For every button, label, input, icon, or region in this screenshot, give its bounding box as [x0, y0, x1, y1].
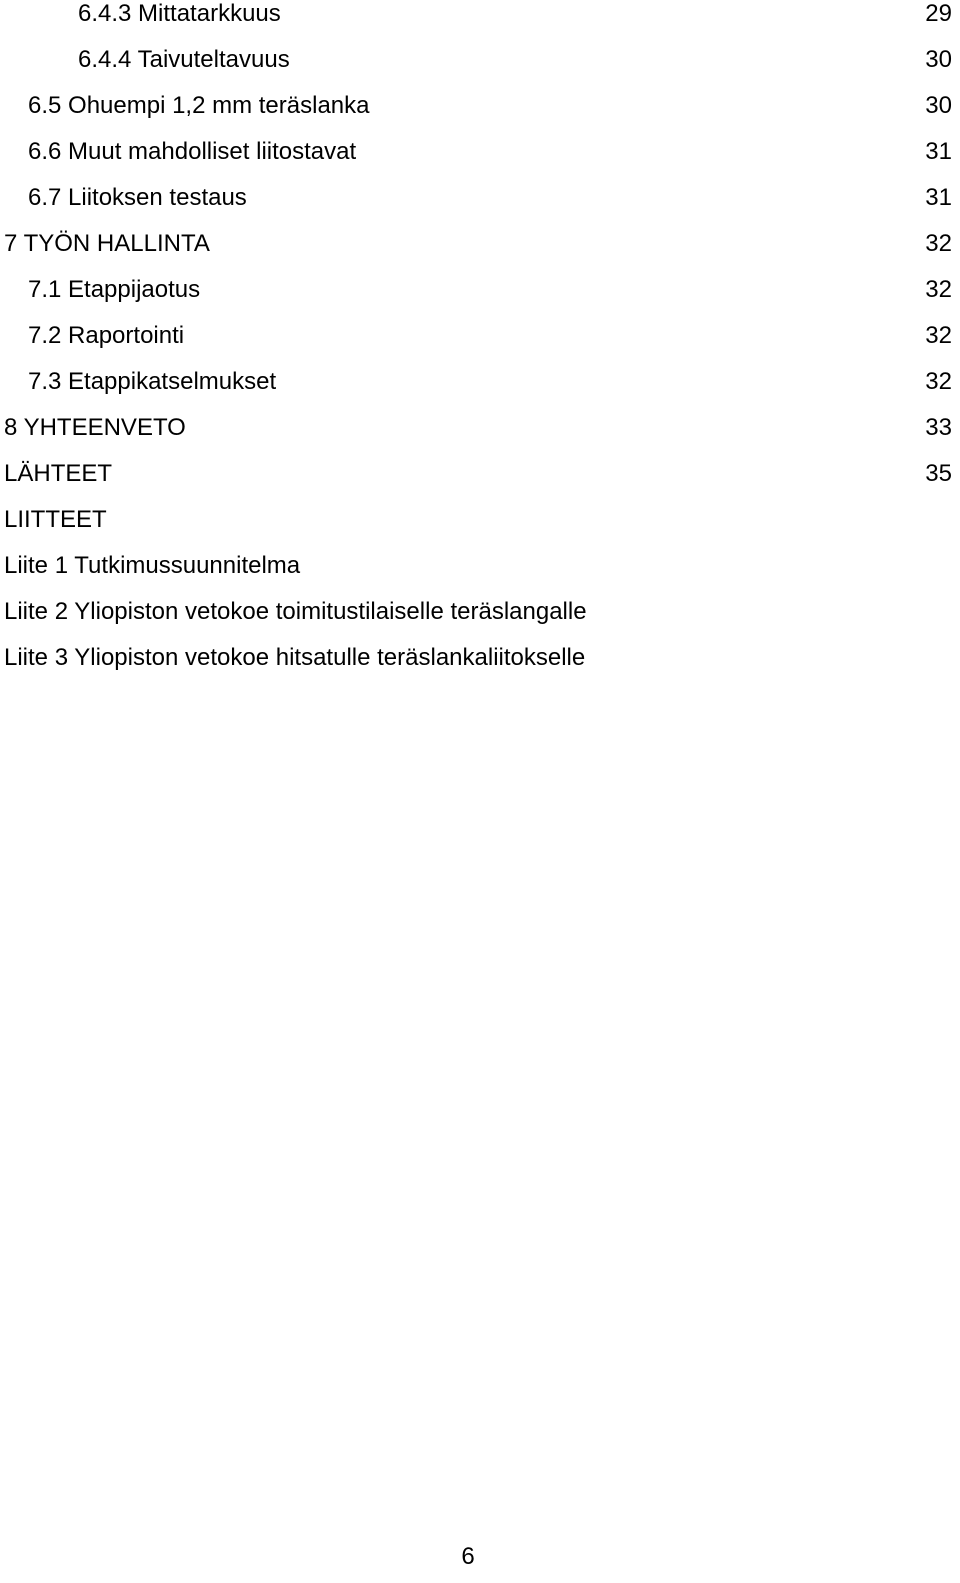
toc-entry-label: 7.3 Etappikatselmukset	[28, 368, 277, 395]
toc-entry-label: 6.6 Muut mahdolliset liitostavat	[28, 138, 357, 165]
toc-entry-page: 30	[925, 46, 952, 73]
toc-entry-page: 30	[925, 92, 952, 119]
toc-entry-6-7	[0, 184, 960, 230]
toc-entry-label: 8 YHTEENVETO	[4, 414, 186, 441]
toc-entry-7-1	[0, 276, 960, 322]
toc-entry-page: 31	[925, 138, 952, 165]
toc-entry-label: 6.4.3 Mittatarkkuus	[78, 0, 281, 27]
toc-entry-page: 32	[925, 230, 952, 257]
toc-entry-8	[0, 414, 960, 460]
toc-entry-lahteet	[0, 460, 960, 506]
toc-entry-page: 31	[925, 184, 952, 211]
toc-entry-7-2	[0, 322, 960, 368]
toc-entry-label: 6.7 Liitoksen testaus	[28, 184, 247, 211]
toc-entry-7	[0, 230, 960, 276]
appendix-item: Liite 2 Yliopiston vetokoe toimitustilaiselle teräslangalle	[4, 598, 587, 625]
toc-entry-6-4-3	[0, 0, 960, 46]
appendix-item: Liite 3 Yliopiston vetokoe hitsatulle teräslankaliitokselle	[4, 644, 586, 671]
toc-entry-page: 32	[925, 368, 952, 395]
toc-entry-6-5	[0, 92, 960, 138]
toc-entry-label: 7.2 Raportointi	[28, 322, 185, 349]
appendix-item: Liite 1 Tutkimussuunnitelma	[4, 552, 301, 579]
toc-entry-label: 6.4.4 Taivuteltavuus	[78, 46, 290, 73]
appendices-heading: LIITTEET	[4, 506, 107, 533]
toc-entry-page: 35	[925, 460, 952, 487]
toc-entry-page: 32	[925, 322, 952, 349]
toc-entry-label: LÄHTEET	[4, 460, 113, 487]
toc-entry-page: 29	[925, 0, 952, 27]
toc-entry-page: 33	[925, 414, 952, 441]
toc-entry-label: 7.1 Etappijaotus	[28, 276, 201, 303]
toc-entry-label: 6.5 Ohuempi 1,2 mm teräslanka	[28, 92, 370, 119]
toc-entry-6-4-4	[0, 46, 960, 92]
toc-entry-page: 32	[925, 276, 952, 303]
page-number: 6	[461, 1543, 475, 1570]
toc-entry-7-3	[0, 368, 960, 414]
toc-entry-6-6	[0, 138, 960, 184]
toc-entry-label: 7 TYÖN HALLINTA	[4, 230, 210, 257]
